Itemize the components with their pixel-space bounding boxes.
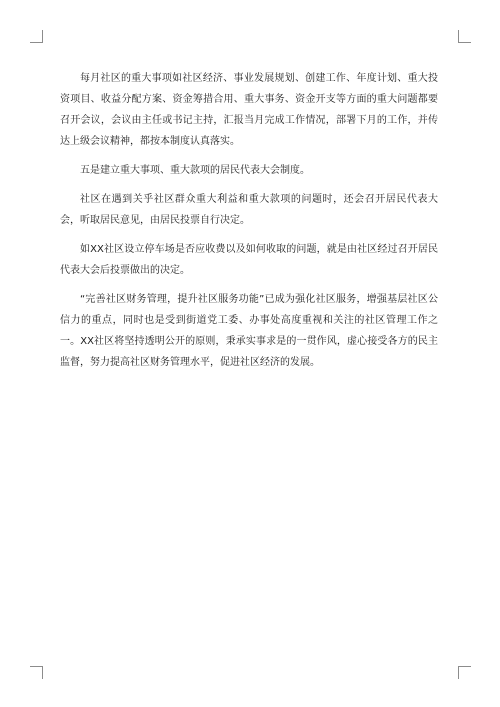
paragraph-4: 如XX社区设立停车场是否应收费以及如何收取的问题，就是由社区经过召开居民代表大会后投票做出的决定。 (60, 244, 438, 276)
paragraph-1: 每月社区的重大事项如社区经济、事业发展规划、创建工作、年度计划、重大投资项目、收益分配方案、资金筹措合用、重大事务、资金开支等方面的重大问题都要召开会议，会议由主任或书记主持，汇报当月完成工作情况，部署下月的工作，并传达上级会议精神，都按本制度认真落实。 (60, 73, 438, 147)
crop-mark-top-left (30, 30, 43, 43)
crop-mark-bottom-right (458, 666, 471, 679)
document-body (60, 68, 438, 381)
paragraph-3: 社区在遇到关乎社区群众重大利益和重大款项的问题时，还会召开居民代表大会，听取居民意见，由居民投票自行决定。 (60, 194, 438, 226)
crop-mark-top-right (458, 30, 471, 43)
crop-mark-bottom-left (30, 666, 43, 679)
paragraph-5: “完善社区财务管理，提升社区服务功能”已成为强化社区服务，增强基层社区公信力的重点，同时也是受到街道党工委、办事处高度重视和关注的社区管理工作之一。XX社区将坚持透明公开的原则，秉承实事求是的一贯作风，虚心接受各方的民主监督，努力提高社区财务管理水平，促进社区经济的发展。 (60, 294, 438, 368)
paragraph-2: 五是建立重大事项、重大款项的居民代表大会制度。 (80, 165, 310, 176)
